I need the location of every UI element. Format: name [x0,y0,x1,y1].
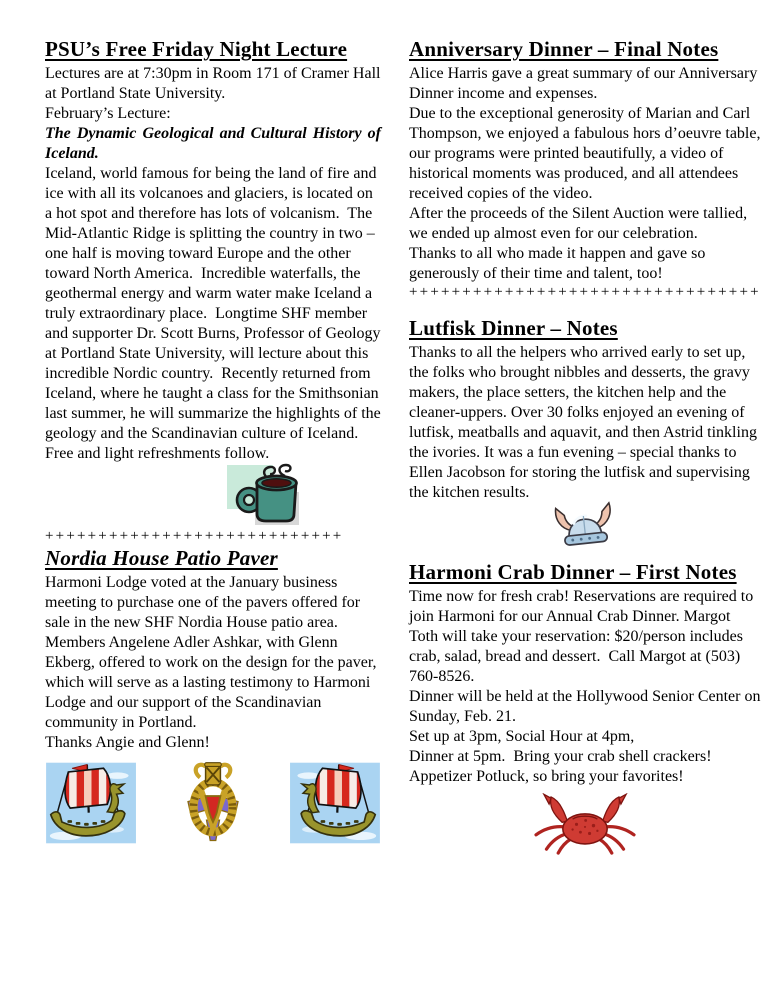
viking-ship-icon [45,759,138,847]
crab-image [529,793,641,855]
nordia-paver-body: Harmoni Lodge voted at the January business meeting to purchase one of the pavers offered for sale in the new SHF Nordia House patio area. Members Angelene Adler Ashkar, with Glenn Ekberg, offered to work on the design for the paver, which will serve as a lasting testimony to Harmoni Lodge and our support of the Scandinavian community in Portland. [45,574,381,731]
lodge-crest-image [185,759,241,847]
psu-lecture-label: February’s Lecture: [45,105,171,122]
article-lutfisk-dinner [409,315,761,503]
coffee-mug-image [217,462,317,528]
viking-helmet-image [549,499,621,559]
crab-dinner-paragraph: Dinner at 5pm. Bring your crab shell crackers! [409,748,712,765]
left-column [45,36,385,998]
article-psu-lecture [45,36,385,464]
plus-divider-left: ++++++++++++++++++++++++++++ [45,528,344,544]
article-anniversary-dinner [409,36,765,284]
lutfisk-body: Thanks to all the helpers who arrived early to set up, the folks who brought nibbles and desserts, the gravy makers, the place setters, the kitchen help and the cleaner-uppers. Over 30 folks enjoyed an evening of lutfisk, meatballs and aquavit, and then Astrid tinkling the ivories. It was a fun evening – special thanks to Ellen Jacobson for storing the lutfisk and supervising the kitchen results. [409,344,761,501]
anniversary-paragraph: Thanks to all who made it happen and gave so generously of their time and talent, too! [409,245,710,282]
crab-dinner-title: Harmoni Crab Dinner – First Notes [409,560,737,584]
coffee-mug-icon [217,462,317,528]
anniversary-title: Anniversary Dinner – Final Notes [409,37,719,61]
crab-dinner-paragraph: Appetizer Potluck, so bring your favorites! [409,768,684,785]
right-column [409,36,765,998]
psu-lecture-topic: The Dynamic Geological and Cultural History of Iceland. [45,125,381,162]
lodge-crest-icon [185,759,241,847]
crab-dinner-paragraph: Dinner will be held at the Hollywood Senior Center on Sunday, Feb. 21. [409,688,765,725]
crab-icon [529,793,641,855]
crab-dinner-paragraph: Time now for fresh crab! Reservations are required to join Harmoni for our Annual Crab Dinner. Margot Toth will take your reservation: $20/person includes crab, salad, bread and dessert. Call Margot at (503) 760-8526. [409,588,758,685]
psu-lecture-body: Iceland, world famous for being the land of fire and ice with all its volcanoes and glaciers, is located on a hot spot and therefore has lots of volcanism. The Mid-Atlantic Ridge is splitting the country in two – one half is moving toward Europe and the other toward North America. Incredible waterfalls, the geothermal energy and warm water make Iceland a truly extraordinary place. Longtime SHF member and supporter Dr. Scott Burns, Professor of Geology at Portland State University, will lecture about this incredible Nordic country. Recently returned from Iceland, where he taught a class for the Smithsonian last summer, he will summarize the highlights of the geology and the Scandinavian culture of Iceland. [45,165,385,442]
viking-ship-right-image [288,759,381,847]
ships-crest-row [45,759,381,847]
psu-lecture-title: PSU’s Free Friday Night Lecture [45,37,348,61]
lutfisk-title: Lutfisk Dinner – Notes [409,316,618,340]
psu-lecture-intro: Lectures are at 7:30pm in Room 171 of Cramer Hall at Portland State University. [45,65,385,102]
anniversary-paragraph: After the proceeds of the Silent Auction were tallied, we ended up almost even for our celebration. [409,205,752,242]
plus-divider-right: +++++++++++++++++++++++++++++++++ [409,284,761,300]
viking-ship-left-image [45,759,138,847]
nordia-paver-closing: Thanks Angie and Glenn! [45,734,210,751]
anniversary-paragraph: Due to the exceptional generosity of Marian and Carl Thompson, we enjoyed a fabulous hors d’oeuvre table, our programs were printed beautifully, a video of historical moments was produced, and all attendees received copies of the video. [409,105,765,202]
crab-dinner-paragraph: Set up at 3pm, Social Hour at 4pm, [409,728,635,745]
anniversary-paragraph: Alice Harris gave a great summary of our Anniversary Dinner income and expenses. [409,65,762,102]
viking-ship-icon [288,759,381,847]
nordia-paver-title: Nordia House Patio Paver [45,546,278,570]
article-nordia-paver [45,545,381,753]
viking-helmet-icon [549,499,621,559]
psu-lecture-closing: Free and light refreshments follow. [45,445,270,462]
article-crab-dinner [409,559,765,787]
